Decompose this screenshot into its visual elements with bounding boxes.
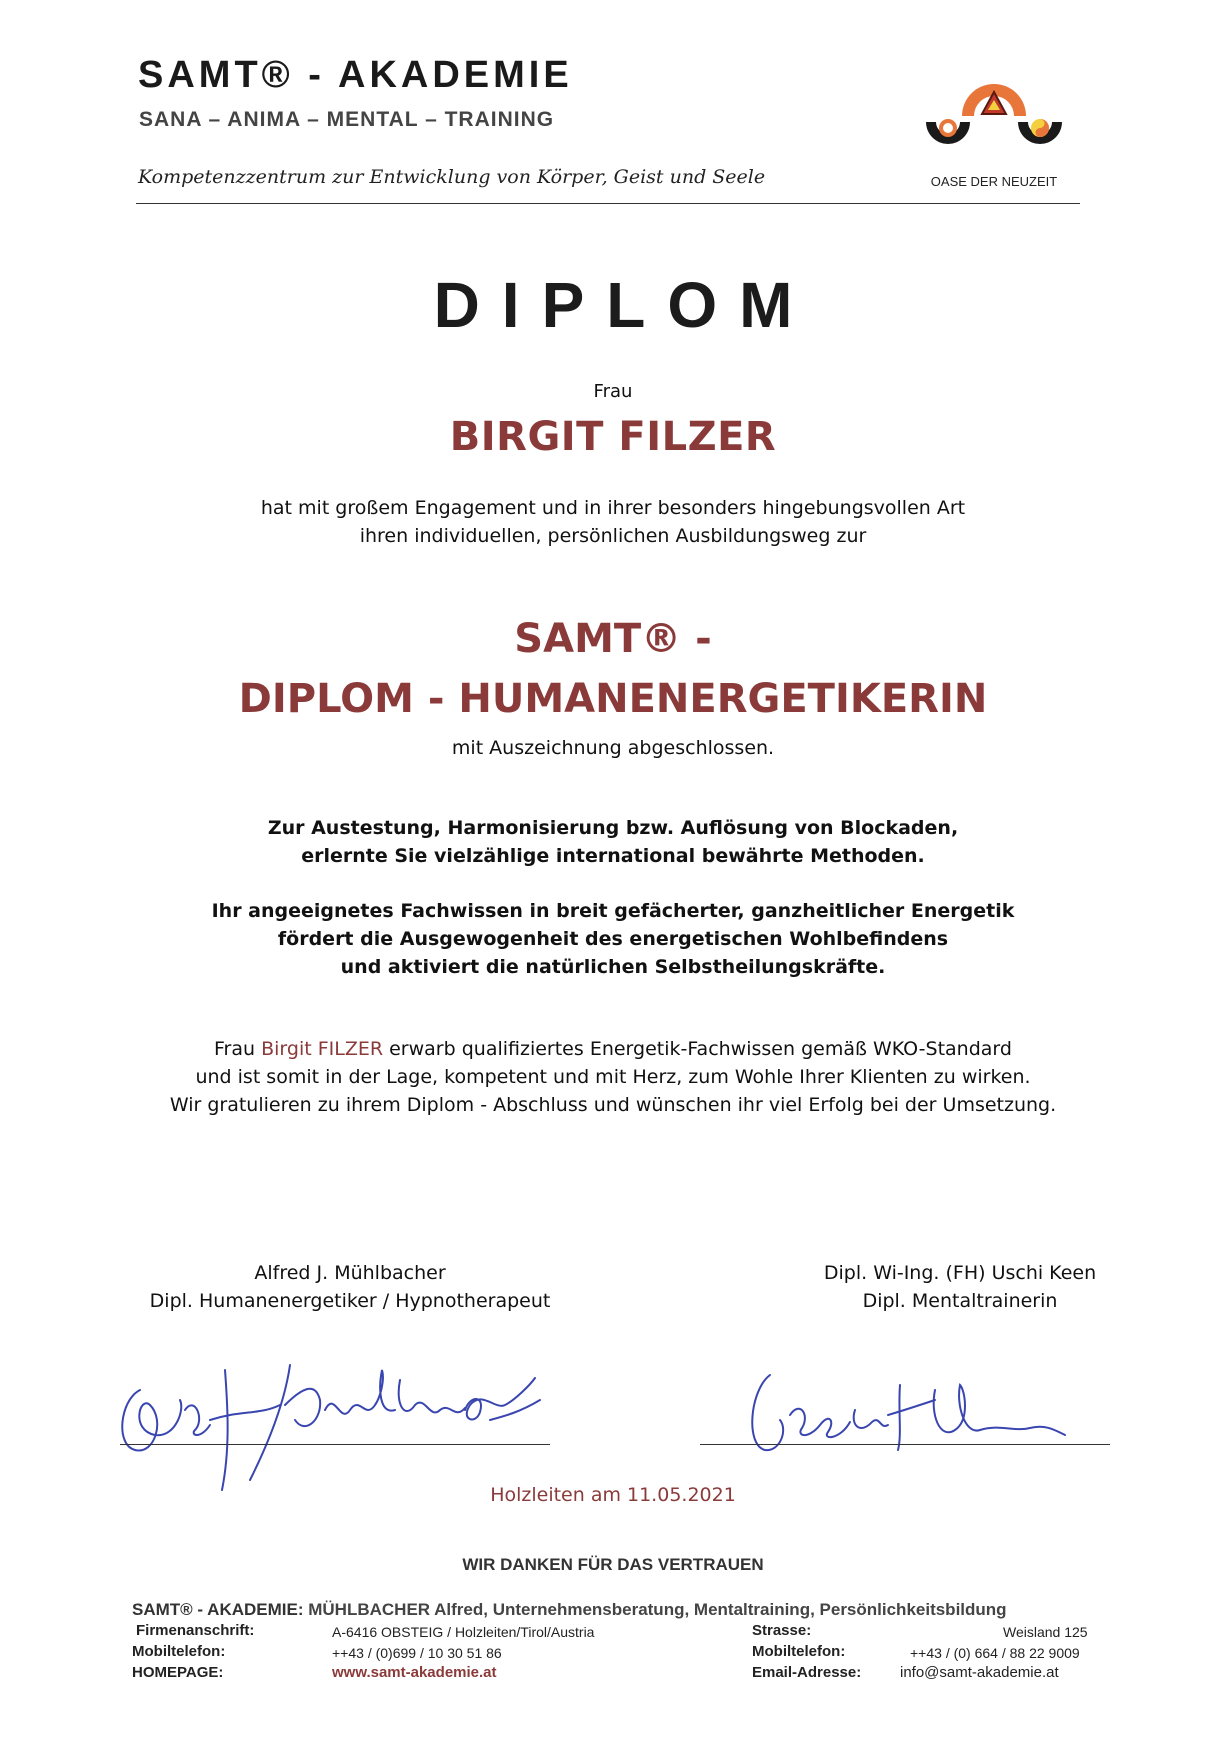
- footer-org-value: MÜHLBACHER Alfred, Unternehmensberatung, Mentaltraining, Persönlichkeitsbildung: [308, 1600, 1007, 1619]
- closing-paragraph: [0, 1035, 1226, 1119]
- footer-org-label: SAMT® - AKADEMIE:: [132, 1600, 304, 1619]
- footer-mobile-label: Mobiltelefon:: [132, 1643, 226, 1660]
- knowledge-line: fördert die Ausgewogenheit des energetischen Wohlbefindens: [277, 928, 949, 950]
- brand-subtitle: SANA – ANIMA – MENTAL – TRAINING: [139, 108, 555, 131]
- methods-line: Zur Austestung, Harmonisierung bzw. Auflösung von Blockaden,: [267, 817, 959, 839]
- signer-left-name: Alfred J. Mühlbacher: [254, 1262, 446, 1284]
- footer-org-line: [132, 1600, 1007, 1620]
- footer-mobile2-value: ++43 / (0) 664 / 88 22 9009: [910, 1645, 1080, 1661]
- signer-left-title: Dipl. Humanenergetiker / Hypnotherapeut: [149, 1290, 551, 1312]
- footer-mobile-value: ++43 / (0)699 / 10 30 51 86: [332, 1645, 502, 1661]
- closing-line1-rest: erwarb qualifiziertes Energetik-Fachwissen gemäß WKO-Standard: [383, 1038, 1012, 1060]
- footer-homepage-link[interactable]: www.samt-akademie.at: [332, 1664, 497, 1681]
- signer-right-name: Dipl. Wi-Ing. (FH) Uschi Keen: [823, 1262, 1097, 1284]
- signature-right-icon: [730, 1360, 1070, 1460]
- place-date: Holzleiten am 11.05.2021: [490, 1484, 736, 1506]
- footer-address-label: Firmenanschrift:: [136, 1622, 255, 1639]
- course-title-line2: DIPLOM - HUMANENERGETIKERIN: [238, 676, 988, 722]
- footer-street-value: Weisland 125: [1003, 1624, 1088, 1640]
- document-title: DIPLOM: [433, 269, 815, 341]
- signer-right-title: Dipl. Mentaltrainerin: [862, 1290, 1058, 1312]
- closing-recipient-name: Birgit FILZER: [261, 1038, 384, 1060]
- course-title-line1: SAMT® -: [514, 616, 712, 662]
- knowledge-line: und aktiviert die natürlichen Selbstheilungskräfte.: [340, 956, 886, 978]
- closing-line: [0, 1035, 1226, 1063]
- recipient-name: BIRGIT FILZER: [449, 414, 777, 460]
- footer-email-label: Email-Adresse:: [752, 1664, 862, 1681]
- thanks-note: WIR DANKEN FÜR DAS VERTRAUEN: [462, 1555, 764, 1574]
- signature-left-icon: [110, 1350, 550, 1500]
- footer-homepage-label: HOMEPAGE:: [132, 1664, 224, 1681]
- closing-line: Wir gratulieren zu ihrem Diplom - Abschluss und wünschen ihr viel Erfolg bei der Umsetzung.: [169, 1094, 1057, 1116]
- logo-caption: OASE DER NEUZEIT: [930, 174, 1058, 189]
- knowledge-line: Ihr angeeignetes Fachwissen in breit gefächerter, ganzheitlicher Energetik: [211, 900, 1015, 922]
- signer-right: [760, 1259, 1160, 1315]
- salutation: Frau: [593, 381, 633, 402]
- brand-title: SAMT® - AKADEMIE: [138, 54, 573, 96]
- methods-paragraph: [0, 814, 1226, 870]
- tagline: Kompetenzzentrum zur Entwicklung von Körper, Geist und Seele: [138, 166, 766, 188]
- footer-street-label: Strasse:: [752, 1622, 812, 1639]
- footer-email-link[interactable]: info@samt-akademie.at: [900, 1664, 1059, 1681]
- signature-line-right: [700, 1444, 1110, 1445]
- intro-line: hat mit großem Engagement und in ihrer besonders hingebungsvollen Art: [260, 497, 966, 519]
- intro-paragraph: [0, 494, 1226, 550]
- footer-mobile2-label: Mobiltelefon:: [752, 1643, 846, 1660]
- academy-logo-icon: [918, 62, 1070, 172]
- closing-line: und ist somit in der Lage, kompetent und mit Herz, zum Wohle Ihrer Klienten zu wirken.: [195, 1066, 1031, 1088]
- header-divider: [136, 203, 1080, 204]
- knowledge-paragraph: [0, 897, 1226, 981]
- signature-line-left: [120, 1444, 550, 1445]
- completion-note: mit Auszeichnung abgeschlossen.: [451, 737, 775, 759]
- footer-address-value: A-6416 OBSTEIG / Holzleiten/Tirol/Austria: [332, 1624, 595, 1640]
- signer-left: [140, 1259, 560, 1315]
- methods-line: erlernte Sie vielzählige international bewährte Methoden.: [301, 845, 925, 867]
- intro-line: ihren individuellen, persönlichen Ausbildungsweg zur: [359, 525, 867, 547]
- closing-prefix: Frau: [214, 1038, 262, 1060]
